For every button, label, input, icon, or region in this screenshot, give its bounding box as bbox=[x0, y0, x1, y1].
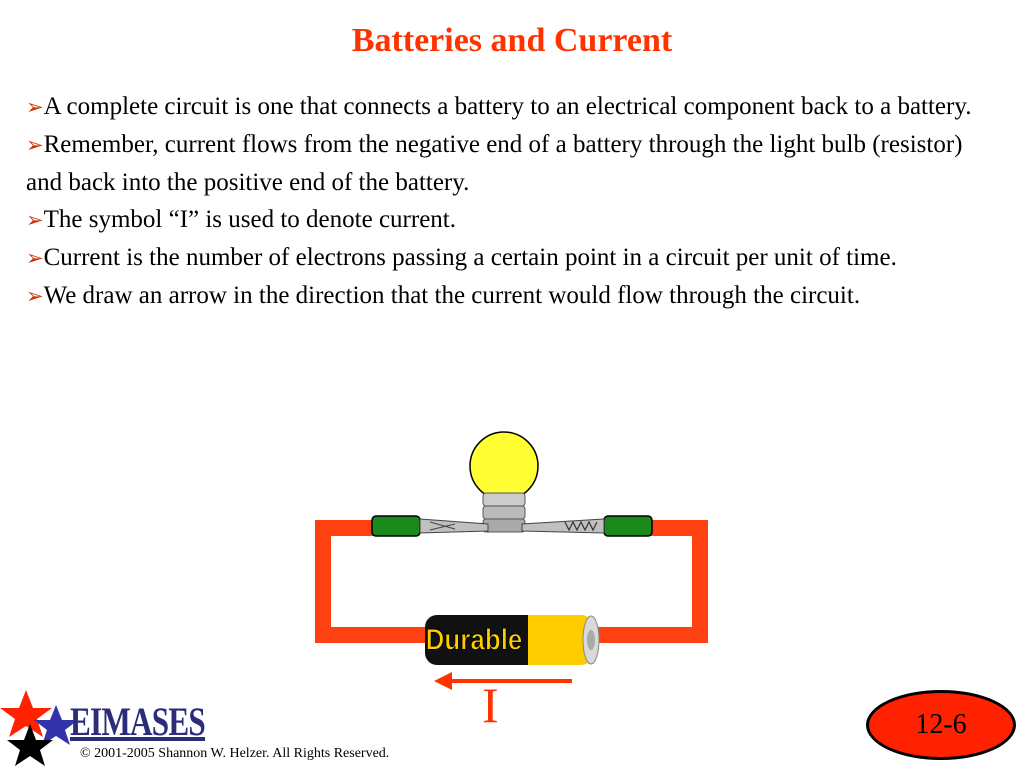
arrow-bullet-icon: ➢ bbox=[26, 246, 44, 270]
bullet-text: Current is the number of electrons passing a certain point in a circuit per unit of time. bbox=[43, 244, 897, 271]
battery-label: Durable bbox=[425, 623, 523, 657]
bullet-text: Remember, current flows from the negative end of a battery through the light bulb (resistor) and back into the positive end of the battery. bbox=[26, 131, 963, 196]
arrow-bullet-icon: ➢ bbox=[26, 284, 44, 308]
right-alligator-clip-icon bbox=[522, 516, 652, 536]
bullet-text: A complete circuit is one that connects a battery to an electrical component back to a battery. bbox=[43, 93, 972, 120]
arrow-bullet-icon: ➢ bbox=[26, 133, 44, 157]
slide-number: 12-6 bbox=[915, 709, 967, 740]
battery-icon bbox=[425, 615, 599, 665]
slide-number-badge bbox=[866, 690, 1016, 760]
left-alligator-clip-icon bbox=[372, 516, 488, 536]
bullet-text: The symbol “I” is used to denote current. bbox=[43, 206, 456, 233]
current-symbol: I bbox=[482, 677, 499, 733]
current-arrow-icon bbox=[434, 672, 572, 690]
copyright-text: © 2001-2005 Shannon W. Helzer. All Rights Reserved. bbox=[80, 746, 390, 761]
arrow-bullet-icon: ➢ bbox=[26, 95, 44, 119]
eimases-logo: EIMASES bbox=[70, 699, 205, 744]
logo-stars-icon bbox=[0, 690, 78, 766]
slide-title: Batteries and Current bbox=[351, 22, 673, 59]
bullet-text: We draw an arrow in the direction that the current would flow through the circuit. bbox=[43, 282, 861, 309]
arrow-bullet-icon: ➢ bbox=[26, 208, 44, 232]
light-bulb-icon bbox=[470, 432, 538, 532]
